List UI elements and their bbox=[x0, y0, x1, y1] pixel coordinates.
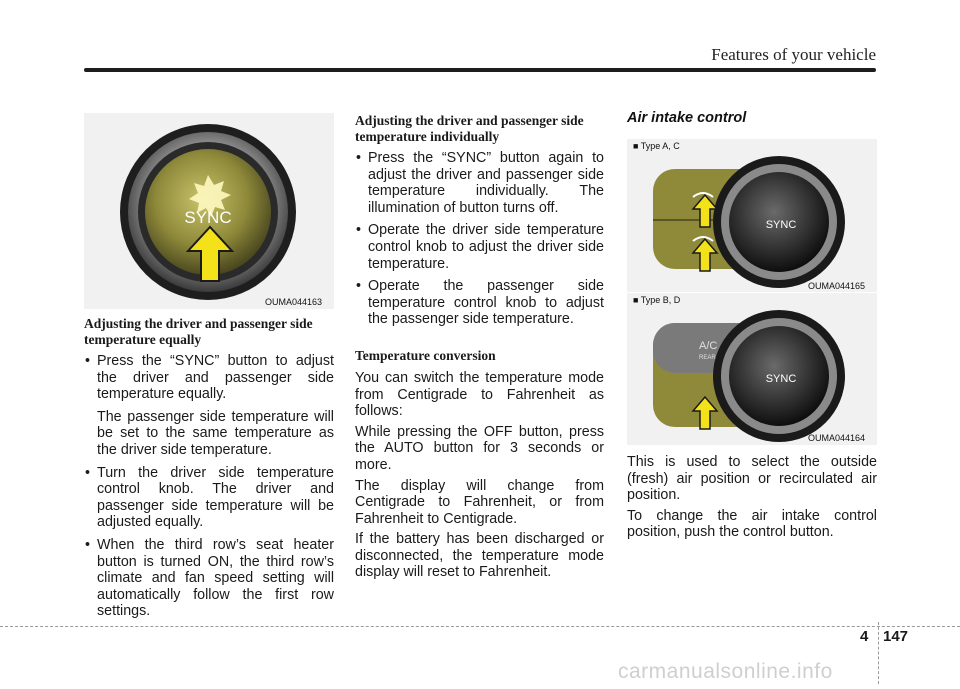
conversion-paragraph: If the battery has been discharged or disconnected, the temperature mode display will reset to Fahrenheit. bbox=[355, 531, 604, 581]
left-bullet-list bbox=[84, 353, 334, 620]
type-a-label: ■ Type A, C bbox=[633, 141, 680, 151]
list-item: • When the third row’s seat heater button is turned ON, the third row’s climate and fan speed setting will automatically follow the first row settings. bbox=[84, 537, 334, 620]
sync-knob-illustration bbox=[84, 113, 334, 309]
middle-bullet-list bbox=[355, 150, 604, 328]
air-intake-paragraph: This is used to select the outside (fresh) air position or recirculated air position. bbox=[627, 454, 877, 504]
conversion-paragraph: While pressing the OFF button, press the AUTO button for 3 seconds or more. bbox=[355, 423, 604, 473]
air-intake-paragraph: To change the air intake control position, push the control button. bbox=[627, 507, 877, 541]
figure-code-left: OUMA044163 bbox=[265, 297, 323, 307]
page-number: 147 bbox=[883, 628, 909, 645]
sync-label: SYNC bbox=[765, 219, 797, 231]
type-b-figure bbox=[627, 293, 877, 445]
sync-label: SYNC bbox=[184, 208, 232, 227]
equal-temp-heading: Adjusting the driver and passenger side temperature equally bbox=[84, 316, 313, 347]
conversion-paragraph: You can switch the temperature mode from Centigrade to Fahrenheit as follows: bbox=[355, 369, 604, 420]
figure-code-type-b: OUMA044164 bbox=[808, 433, 866, 443]
footer-rule bbox=[0, 626, 960, 627]
list-item: • Operate the passenger side temperature control knob to adjust the passenger side temperature. bbox=[355, 278, 604, 328]
list-item: • Operate the driver side temperature control knob to adjust the driver side temperature. bbox=[355, 222, 604, 272]
chapter-number: 4 bbox=[860, 628, 869, 645]
list-item: • Press the “SYNC” button to adjust the driver and passenger side temperature equally. The passenger side temperature will be set to the same temperature as the driver side temperature. bbox=[84, 353, 334, 459]
individual-temp-heading: Adjusting the driver and passenger side temperature individually bbox=[355, 113, 584, 144]
rear-label: REAR bbox=[699, 355, 716, 361]
type-b-illustration bbox=[627, 293, 877, 445]
ac-label: A/C bbox=[699, 340, 718, 352]
right-column-text bbox=[627, 454, 877, 541]
watermark: carmanualsonline.info bbox=[618, 660, 833, 683]
sync-label: SYNC bbox=[765, 373, 797, 385]
air-intake-title: Air intake control bbox=[627, 110, 747, 126]
type-a-illustration bbox=[627, 139, 877, 292]
list-item: • Press the “SYNC” button again to adjust the driver and passenger side temperature individually. The illumination of button turns off. bbox=[355, 150, 604, 216]
header-rule bbox=[84, 68, 876, 72]
list-item: • Turn the driver side temperature control knob. The driver and passenger side temperature will be adjusted equally. bbox=[84, 465, 334, 531]
type-b-label: ■ Type B, D bbox=[633, 295, 681, 305]
figure-code-type-a: OUMA044165 bbox=[808, 281, 866, 291]
conversion-heading: Temperature conversion bbox=[355, 347, 496, 363]
middle-column bbox=[355, 113, 604, 581]
footer-separator bbox=[878, 622, 880, 684]
bullet-note: The passenger side temperature will be set to the same temperature as the driver side temperature. bbox=[97, 408, 334, 458]
type-a-figure bbox=[627, 139, 877, 292]
left-column bbox=[84, 316, 334, 626]
conversion-paragraph: The display will change from Centigrade to Fahrenheit, or from Fahrenheit to Centigrade. bbox=[355, 477, 604, 527]
header-title: Features of your vehicle bbox=[711, 45, 876, 64]
sync-knob-figure bbox=[84, 113, 334, 309]
